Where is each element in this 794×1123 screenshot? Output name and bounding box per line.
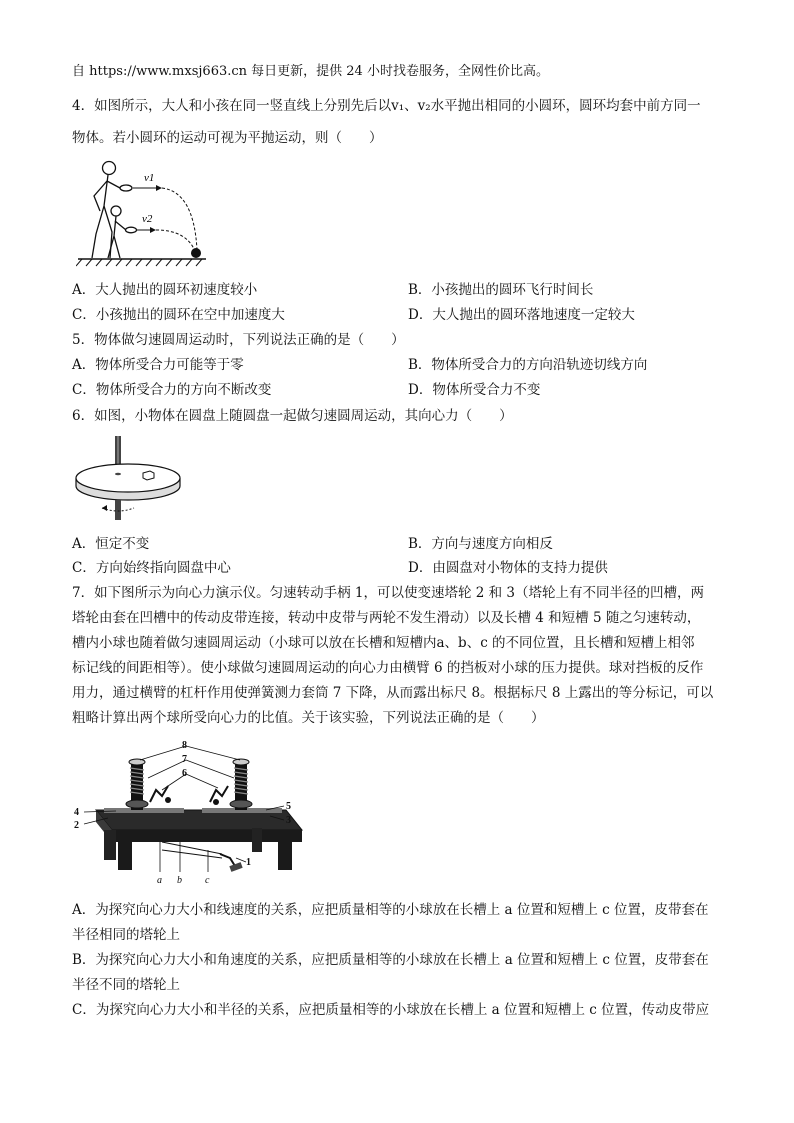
q6-option-b: B．方向与速度方向相反	[408, 536, 553, 552]
label-c: c	[205, 875, 210, 886]
target-ball	[191, 248, 201, 258]
q4-stem-line2: 物体。若小圆环的运动可视为平抛运动，则（ ）	[72, 130, 383, 146]
right-column	[230, 759, 252, 810]
label-8: 8	[182, 740, 187, 751]
q7-option-a-line1: A．为探究向心力大小和线速度的关系，应把质量相等的小球放在长槽上 a 位置和短槽上 c 位置，皮带套在	[72, 902, 709, 918]
q5-option-d: D．物体所受合力不变	[408, 382, 541, 398]
q6-disk-figure	[74, 434, 184, 524]
q4-option-b: B．小孩抛出的圆环飞行时间长	[408, 282, 594, 298]
q7-option-c-line1: C．为探究向心力大小和半径的关系，应把质量相等的小球放在长槽上 a 位置和短槽上 c 位置，传动皮带应	[72, 1002, 710, 1018]
label-b: b	[177, 875, 182, 886]
label-2: 2	[74, 820, 79, 831]
label-4: 4	[74, 807, 79, 818]
q6-stem: 6．如图，小物体在圆盘上随圆盘一起做匀速圆周运动，其向心力（ ）	[72, 408, 513, 424]
v2-label: v2	[142, 213, 153, 225]
left-column	[126, 759, 148, 810]
q4-throwing-figure	[76, 156, 216, 268]
q7-option-a-line2: 半径相同的塔轮上	[72, 927, 180, 943]
label-7: 7	[182, 754, 187, 765]
page-header: 自 https://www.mxsj663.cn 每日更新，提供 24 小时找卷服务，全网性价比高。	[72, 64, 549, 79]
q5-option-c: C．物体所受合力的方向不断改变	[72, 382, 272, 398]
q4-stem-line1: 4．如图所示，大人和小孩在同一竖直线上分别先后以v₁、v₂水平抛出相同的小圆环，圆环均套中前方同一	[72, 98, 701, 114]
q7-stem-line3: 槽内小球也随着做匀速圆周运动（小球可以放在长槽和短槽内a、b、c 的不同位置，且长槽和短槽上相邻	[72, 635, 695, 651]
q5-stem: 5．物体做匀速圆周运动时，下列说法正确的是（ ）	[72, 332, 405, 348]
v1-label: v1	[144, 172, 155, 184]
label-6: 6	[182, 768, 187, 779]
q4-option-c: C．小孩抛出的圆环在空中加速度大	[72, 307, 285, 323]
q7-apparatus-figure	[70, 738, 310, 888]
q7-stem-line1: 7．如下图所示为向心力演示仪。匀速转动手柄 1，可以使变速塔轮 2 和 3（塔轮上有不同半径的凹槽，两	[72, 585, 705, 601]
q6-option-c: C．方向始终指向圆盘中心	[72, 560, 231, 576]
small-block	[143, 471, 154, 480]
q7-stem-line6: 粗略计算出两个球所受向心力的比值。关于该实验，下列说法正确的是（ ）	[72, 710, 545, 726]
q7-stem-line5: 用力，通过横臂的杠杆作用使弹簧测力套筒 7 下降，从而露出标尺 8。根据标尺 8 上露出的等分标记，可以	[72, 685, 714, 701]
q6-option-a: A．恒定不变	[72, 536, 150, 552]
label-5: 5	[286, 801, 291, 812]
q7-stem-line4: 标记线的间距相等）。使小球做匀速圆周运动的向心力由横臂 6 的挡板对小球的压力提供。球对挡板的反作	[72, 660, 704, 676]
q4-option-a: A．大人抛出的圆环初速度较小	[72, 282, 258, 298]
q7-option-b-line1: B．为探究向心力大小和角速度的关系，应把质量相等的小球放在长槽上 a 位置和短槽上 c 位置，皮带套在	[72, 952, 709, 968]
q7-option-b-line2: 半径不同的塔轮上	[72, 977, 180, 993]
q5-option-a: A．物体所受合力可能等于零	[72, 357, 244, 373]
q5-option-b: B．物体所受合力的方向沿轨迹切线方向	[408, 357, 648, 373]
label-1: 1	[246, 857, 251, 868]
q7-stem-line2: 塔轮由套在凹槽中的传动皮带连接，转动中皮带与两轮不发生滑动）以及长槽 4 和短槽 5 随之匀速转动，	[72, 610, 701, 626]
q4-option-d: D．大人抛出的圆环落地速度一定较大	[408, 307, 635, 323]
label-3: 3	[286, 815, 291, 826]
q6-option-d: D．由圆盘对小物体的支持力提供	[408, 560, 608, 576]
label-a: a	[157, 875, 162, 886]
